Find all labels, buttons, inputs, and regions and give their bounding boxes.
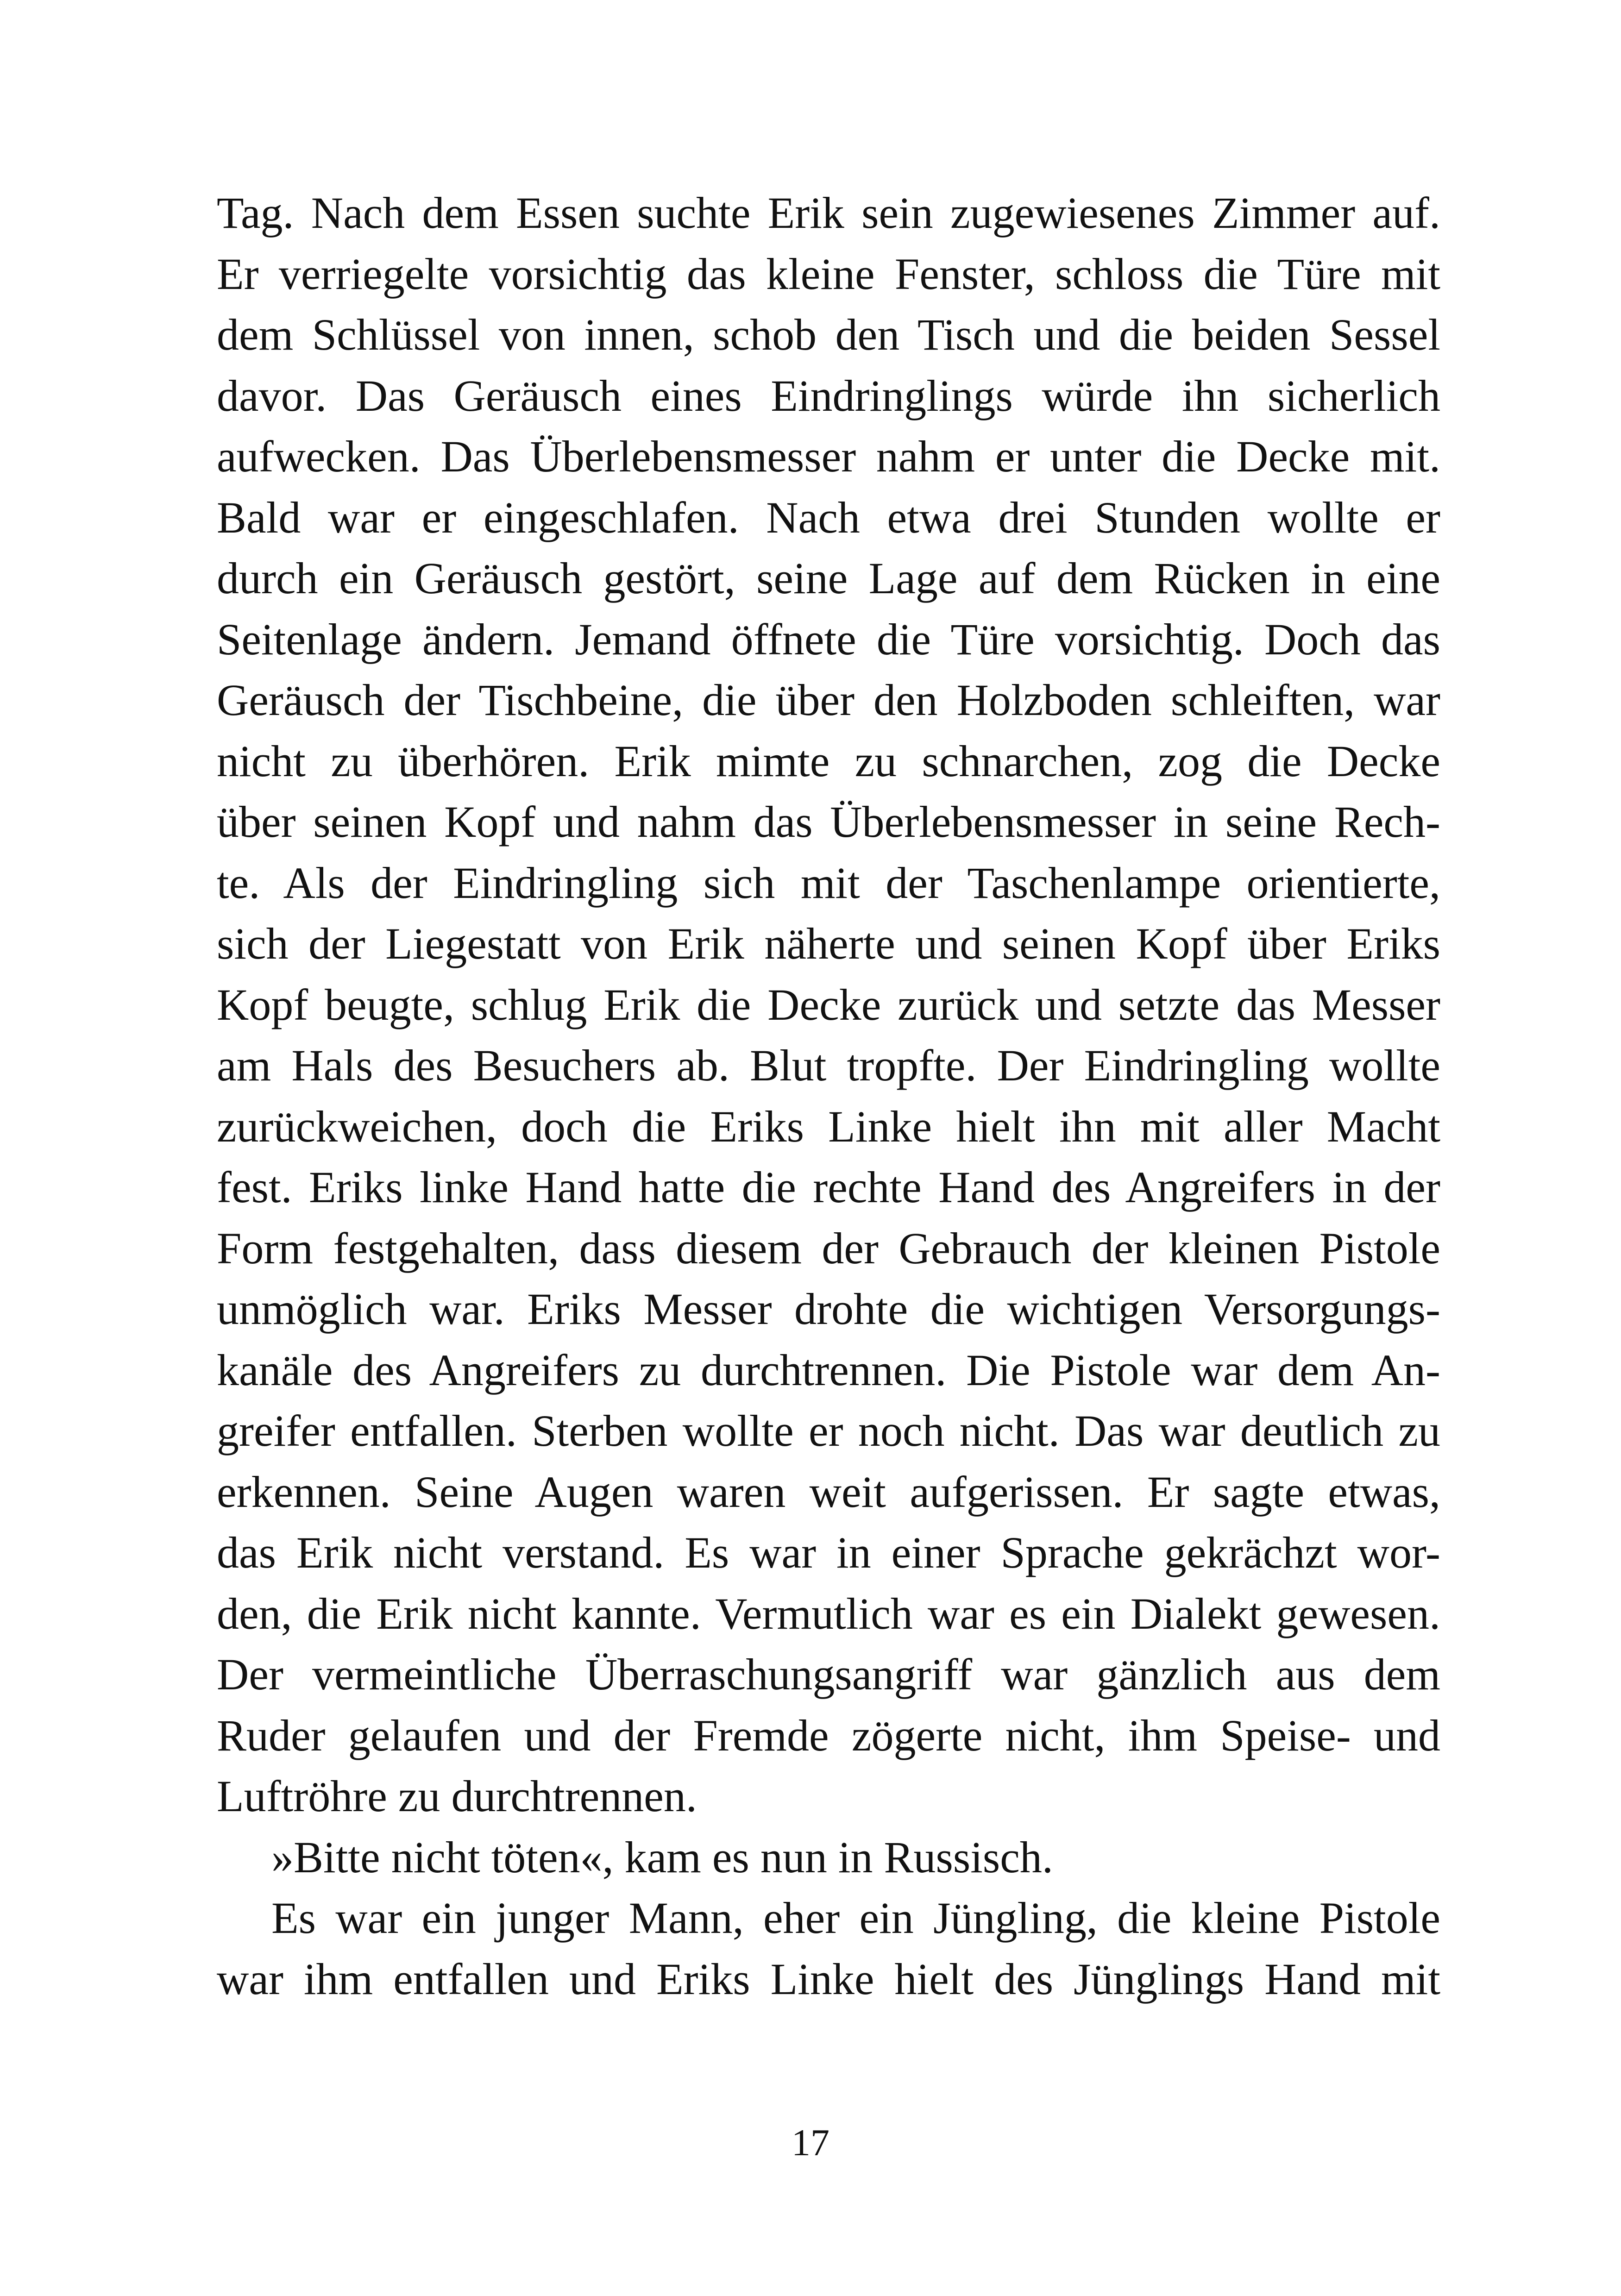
text-line: Ruder gelaufen und der Fremde zögerte nicht, ihm Speise- und: [217, 1710, 1440, 1760]
text-line: Der vermeintliche Überraschungsangriff war gänzlich aus dem: [217, 1650, 1440, 1699]
text-line: Seitenlage ändern. Jemand öffnete die Türe vorsichtig. Doch das: [217, 614, 1440, 664]
text-line: aufwecken. Das Überlebensmesser nahm er unter die Decke mit.: [217, 432, 1440, 481]
text-line: Luftröhre zu durchtrennen.: [217, 1771, 697, 1821]
text-line: fest. Eriks linke Hand hatte die rechte Hand des Angreifers in der: [217, 1162, 1440, 1212]
text-line: den, die Erik nicht kannte. Vermutlich war es ein Dialekt gewesen.: [217, 1588, 1440, 1638]
text-line: erkennen. Seine Augen waren weit aufgerissen. Er sagte etwas,: [217, 1467, 1440, 1517]
text-line: te. Als der Eindringling sich mit der Taschenlampe orientierte,: [217, 858, 1440, 908]
text-line: über seinen Kopf und nahm das Überlebensmesser in seine Rech-: [217, 797, 1440, 847]
text-line: sich der Liegestatt von Erik näherte und seinen Kopf über Eriks: [217, 919, 1440, 968]
text-line: war ihm entfallen und Eriks Linke hielt des Jünglings Hand mit: [217, 1954, 1440, 2004]
text-line: Bald war er eingeschlafen. Nach etwa drei Stunden wollte er: [217, 492, 1440, 542]
text-line: kanäle des Angreifers zu durchtrennen. Die Pistole war dem An-: [217, 1345, 1440, 1395]
text-line: Form festgehalten, dass diesem der Gebrauch der kleinen Pistole: [217, 1223, 1440, 1273]
text-line: das Erik nicht verstand. Es war in einer Sprache gekrächzt wor-: [217, 1528, 1440, 1577]
body-text: [217, 182, 1440, 2009]
text-line: Tag. Nach dem Essen suchte Erik sein zugewiesenes Zimmer auf.: [217, 188, 1440, 238]
text-line: nicht zu überhören. Erik mimte zu schnarchen, zog die Decke: [217, 736, 1440, 786]
text-line: dem Schlüssel von innen, schob den Tisch und die beiden Sessel: [217, 310, 1440, 359]
text-line: Er verriegelte vorsichtig das kleine Fenster, schloss die Türe mit: [217, 249, 1440, 299]
text-line: unmöglich war. Eriks Messer drohte die wichtigen Versorgungs-: [217, 1284, 1440, 1334]
paragraph-first-line: Es war ein junger Mann, eher ein Jüngling, die kleine Pistole: [271, 1893, 1440, 1943]
text-line: zurückweichen, doch die Eriks Linke hielt ihn mit aller Macht: [217, 1101, 1440, 1151]
page-number: 17: [792, 2121, 829, 2164]
dialogue-line: »Bitte nicht töten«, kam es nun in Russisch.: [271, 1832, 1053, 1882]
text-line: durch ein Geräusch gestört, seine Lage auf dem Rücken in eine: [217, 553, 1440, 603]
text-line: greifer entfallen. Sterben wollte er noch nicht. Das war deutlich zu: [217, 1406, 1440, 1455]
text-line: davor. Das Geräusch eines Eindringlings würde ihn sicherlich: [217, 370, 1440, 420]
text-line: Geräusch der Tischbeine, die über den Holzboden schleiften, war: [217, 675, 1440, 725]
text-line: am Hals des Besuchers ab. Blut tropfte. Der Eindringling wollte: [217, 1041, 1440, 1090]
text-line: Kopf beugte, schlug Erik die Decke zurück und setzte das Messer: [217, 979, 1440, 1029]
